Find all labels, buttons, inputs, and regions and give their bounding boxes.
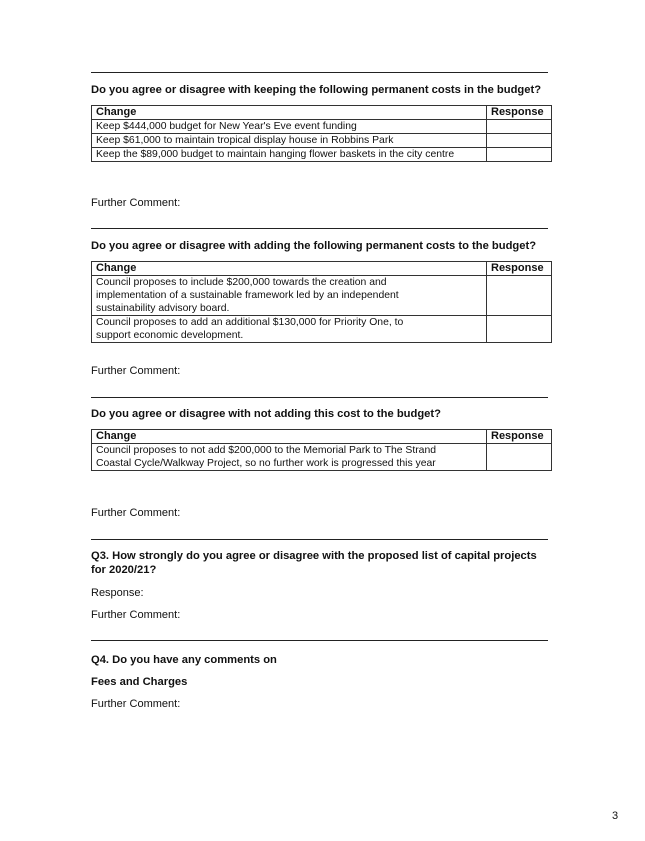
table-not-adding-cost	[91, 429, 552, 471]
column-header-change: Change	[92, 106, 487, 120]
table-row	[92, 134, 552, 148]
response-cell[interactable]	[487, 148, 552, 162]
table-row	[92, 444, 552, 471]
further-comment-label: Further Comment:	[91, 507, 181, 519]
question-not-adding-cost: Do you agree or disagree with not adding this cost to the budget?	[91, 408, 441, 420]
change-cell: Keep $61,000 to maintain tropical display house in Robbins Park	[92, 134, 487, 148]
question-q4-comments: Q4. Do you have any comments on	[91, 654, 277, 666]
table-row	[92, 276, 552, 316]
table-header-row	[92, 262, 552, 276]
divider	[91, 640, 548, 641]
response-cell[interactable]	[487, 134, 552, 148]
table-row	[92, 316, 552, 343]
divider	[91, 397, 548, 398]
question-q3-capital-projects: Q3. How strongly do you agree or disagree with the proposed list of capital projects for 2020/21?	[91, 550, 537, 576]
change-cell: Keep $444,000 budget for New Year's Eve event funding	[92, 120, 487, 134]
table-header-row	[92, 430, 552, 444]
column-header-response: Response	[487, 106, 552, 120]
change-cell: Keep the $89,000 budget to maintain hanging flower baskets in the city centre	[92, 148, 487, 162]
table-row	[92, 148, 552, 162]
table-keep-permanent-costs	[91, 105, 552, 162]
change-cell: Council proposes to add an additional $130,000 for Priority One, to support economic development.	[92, 316, 487, 343]
question-keep-permanent-costs: Do you agree or disagree with keeping the following permanent costs in the budget?	[91, 84, 542, 96]
change-cell: Council proposes to include $200,000 towards the creation and implementation of a sustainable framework led by an independent sustainability advisory board.	[92, 276, 487, 316]
response-cell[interactable]	[487, 444, 552, 471]
column-header-response: Response	[487, 262, 552, 276]
subheading-fees-and-charges: Fees and Charges	[91, 676, 188, 688]
question-add-permanent-costs: Do you agree or disagree with adding the following permanent costs to the budget?	[91, 240, 537, 252]
response-cell[interactable]	[487, 316, 552, 343]
column-header-change: Change	[92, 262, 487, 276]
further-comment-label: Further Comment:	[91, 365, 181, 377]
divider	[91, 228, 548, 229]
response-cell[interactable]	[487, 276, 552, 316]
response-cell[interactable]	[487, 120, 552, 134]
page-number: 3	[612, 810, 619, 822]
response-label: Response:	[91, 587, 144, 599]
table-row	[92, 120, 552, 134]
divider-top	[91, 72, 548, 73]
change-cell: Council proposes to not add $200,000 to the Memorial Park to The Strand Coastal Cycle/Walkway Project, so no further work is progressed this year	[92, 444, 487, 471]
further-comment-label: Further Comment:	[91, 197, 181, 209]
further-comment-label: Further Comment:	[91, 698, 181, 710]
column-header-response: Response	[487, 430, 552, 444]
divider	[91, 539, 548, 540]
table-header-row	[92, 106, 552, 120]
table-add-permanent-costs	[91, 261, 552, 343]
column-header-change: Change	[92, 430, 487, 444]
further-comment-label: Further Comment:	[91, 609, 181, 621]
